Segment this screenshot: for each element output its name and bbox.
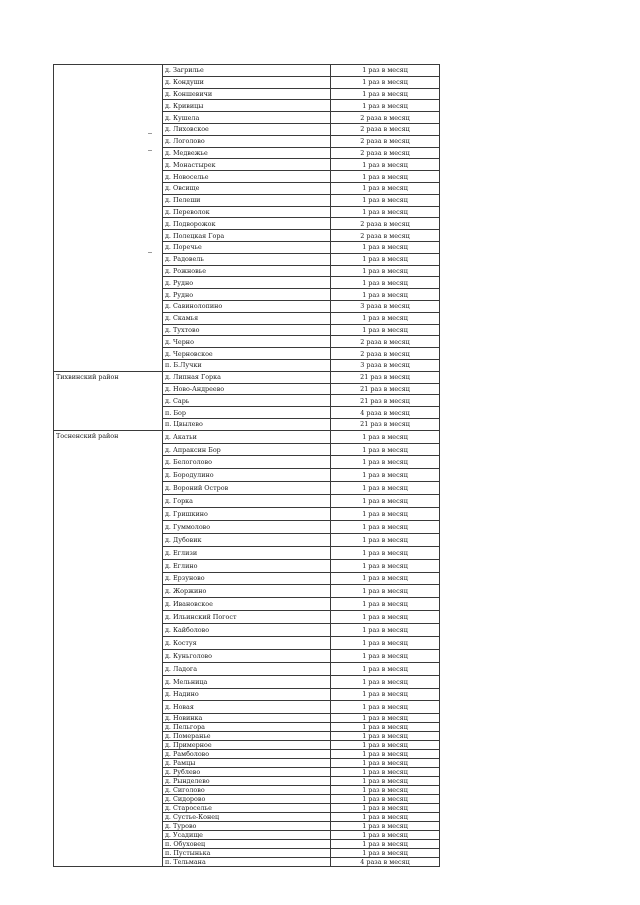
settlement-cell: д. Монастырек (163, 159, 331, 171)
settlement-cell: д. Савинолопино (163, 300, 331, 312)
frequency-cell: 4 раза в месяц (331, 858, 440, 867)
table-row (54, 371, 440, 383)
frequency-cell: 1 раз в месяц (331, 430, 440, 443)
frequency-cell: 1 раз в месяц (331, 624, 440, 637)
settlement-cell: д. Черновское (163, 348, 331, 360)
frequency-cell: 2 раза в месяц (331, 348, 440, 360)
settlement-cell: д. Примерное (163, 741, 331, 750)
frequency-cell: 1 раз в месяц (331, 241, 440, 253)
frequency-cell: 1 раз в месяц (331, 533, 440, 546)
frequency-cell: 2 раза в месяц (331, 135, 440, 147)
frequency-cell: 1 раз в месяц (331, 598, 440, 611)
settlement-cell: д. Ивановское (163, 598, 331, 611)
settlement-cell: д. Кривицы (163, 100, 331, 112)
frequency-cell: 21 раз в месяц (331, 395, 440, 407)
frequency-cell: 1 раз в месяц (331, 482, 440, 495)
frequency-cell: 1 раз в месяц (331, 456, 440, 469)
settlement-cell: п. Б.Лучки (163, 359, 331, 371)
frequency-cell: 1 раз в месяц (331, 76, 440, 88)
settlement-cell: д. Радовель (163, 253, 331, 265)
frequency-cell: 21 раз в месяц (331, 418, 440, 430)
table-row (54, 65, 440, 77)
settlement-cell: д. Черно (163, 336, 331, 348)
settlement-cell: д. Рожновье (163, 265, 331, 277)
frequency-cell: 1 раз в месяц (331, 750, 440, 759)
settlement-cell: д. Подворожок (163, 218, 331, 230)
settlement-cell: д. Сидорово (163, 795, 331, 804)
frequency-cell: 1 раз в месяц (331, 611, 440, 624)
settlement-cell: д. Бородулино (163, 469, 331, 482)
settlement-cell: д. Кушела (163, 112, 331, 124)
frequency-cell: 1 раз в месяц (331, 759, 440, 768)
settlement-cell: д. Ильинский Погост (163, 611, 331, 624)
settlement-cell: д. Кондуши (163, 76, 331, 88)
settlement-cell: д. Поречье (163, 241, 331, 253)
frequency-cell: 1 раз в месяц (331, 585, 440, 598)
frequency-cell: 1 раз в месяц (331, 159, 440, 171)
settlement-cell: д. Пелеши (163, 194, 331, 206)
frequency-cell: 1 раз в месяц (331, 795, 440, 804)
frequency-cell: 1 раз в месяц (331, 171, 440, 183)
settlement-cell: д. Новинка (163, 714, 331, 723)
frequency-cell: 2 раза в месяц (331, 112, 440, 124)
settlement-cell: д. Жоржино (163, 585, 331, 598)
frequency-cell: 1 раз в месяц (331, 701, 440, 714)
settlement-cell: д. Рынделево (163, 777, 331, 786)
schedule-table (53, 64, 440, 867)
frequency-cell: 1 раз в месяц (331, 182, 440, 194)
frequency-cell: 1 раз в месяц (331, 495, 440, 508)
frequency-cell: 1 раз в месяц (331, 277, 440, 289)
settlement-cell: д. Куньголово (163, 649, 331, 662)
settlement-cell: д. Липная Горка (163, 371, 331, 383)
frequency-cell: 1 раз в месяц (331, 65, 440, 77)
settlement-cell: д. Усадище (163, 831, 331, 840)
settlement-cell: д. Староселье (163, 804, 331, 813)
settlement-cell: д. Тухтово (163, 324, 331, 336)
frequency-cell: 1 раз в месяц (331, 88, 440, 100)
district-cell: Тихвинский район (54, 371, 163, 430)
settlement-cell: д. Турово (163, 822, 331, 831)
frequency-cell: 1 раз в месяц (331, 822, 440, 831)
frequency-cell: 1 раз в месяц (331, 786, 440, 795)
frequency-cell: 1 раз в месяц (331, 559, 440, 572)
frequency-cell: 2 раза в месяц (331, 218, 440, 230)
settlement-cell: д. Переволок (163, 206, 331, 218)
frequency-cell: 2 раза в месяц (331, 147, 440, 159)
frequency-cell: 2 раза в месяц (331, 123, 440, 135)
settlement-cell: д. Рублево (163, 768, 331, 777)
settlement-cell: д. Ерзуново (163, 572, 331, 585)
settlement-cell: д. Рамболово (163, 750, 331, 759)
frequency-cell: 1 раз в месяц (331, 100, 440, 112)
frequency-cell: 1 раз в месяц (331, 649, 440, 662)
settlement-cell: д. Гуммолово (163, 520, 331, 533)
frequency-cell: 1 раз в месяц (331, 840, 440, 849)
settlement-cell: д. Еглино (163, 559, 331, 572)
frequency-cell: 1 раз в месяц (331, 469, 440, 482)
settlement-cell: д. Сустье-Конец (163, 813, 331, 822)
settlement-cell: д. Вороний Остров (163, 482, 331, 495)
settlement-cell: д. Кайболово (163, 624, 331, 637)
frequency-cell: 1 раз в месяц (331, 768, 440, 777)
district-cell (54, 65, 163, 372)
settlement-cell: д. Новоселье (163, 171, 331, 183)
frequency-cell: 1 раз в месяц (331, 714, 440, 723)
frequency-cell: 1 раз в месяц (331, 849, 440, 858)
settlement-cell: д. Рамцы (163, 759, 331, 768)
settlement-cell: д. Померанье (163, 732, 331, 741)
settlement-cell: д. Дубовик (163, 533, 331, 546)
frequency-cell: 1 раз в месяц (331, 804, 440, 813)
settlement-cell: д. Полецкая Гора (163, 230, 331, 242)
frequency-cell: 1 раз в месяц (331, 741, 440, 750)
settlement-cell: п. Тельмана (163, 858, 331, 867)
settlement-cell: д. Скамья (163, 312, 331, 324)
frequency-cell: 1 раз в месяц (331, 636, 440, 649)
frequency-cell: 1 раз в месяц (331, 253, 440, 265)
frequency-cell: 1 раз в месяц (331, 546, 440, 559)
settlement-cell: д. Гришкино (163, 508, 331, 521)
settlement-cell: д. Костуя (163, 636, 331, 649)
settlement-cell: д. Рудно (163, 277, 331, 289)
frequency-cell: 2 раза в месяц (331, 336, 440, 348)
settlement-cell: п. Обуховец (163, 840, 331, 849)
settlement-cell: п. Цвылево (163, 418, 331, 430)
frequency-cell: 1 раз в месяц (331, 675, 440, 688)
settlement-cell: д. Акатьи (163, 430, 331, 443)
settlement-cell: д. Рудно (163, 289, 331, 301)
frequency-cell: 21 раз в месяц (331, 371, 440, 383)
frequency-cell: 1 раз в месяц (331, 443, 440, 456)
frequency-cell: 1 раз в месяц (331, 265, 440, 277)
frequency-cell: 1 раз в месяц (331, 520, 440, 533)
settlement-cell: д. Еглизи (163, 546, 331, 559)
settlement-cell: д. Надино (163, 688, 331, 701)
settlement-cell: д. Апраксин Бор (163, 443, 331, 456)
settlement-cell: д. Мельница (163, 675, 331, 688)
settlement-cell: п. Бор (163, 407, 331, 419)
frequency-cell: 1 раз в месяц (331, 777, 440, 786)
frequency-cell: 2 раза в месяц (331, 230, 440, 242)
district-cell: Тосненский район (54, 430, 163, 867)
settlement-cell: д. Овсище (163, 182, 331, 194)
frequency-cell: 1 раз в месяц (331, 688, 440, 701)
frequency-cell: 21 раз в месяц (331, 383, 440, 395)
settlement-cell: п. Пустынька (163, 849, 331, 858)
frequency-cell: 1 раз в месяц (331, 312, 440, 324)
settlement-cell: д. Горка (163, 495, 331, 508)
settlement-cell: д. Лиховское (163, 123, 331, 135)
frequency-cell: 1 раз в месяц (331, 572, 440, 585)
settlement-cell: д. Ладога (163, 662, 331, 675)
settlement-cell: д. Ново-Андреево (163, 383, 331, 395)
settlement-cell: д. Пельгора (163, 723, 331, 732)
settlement-cell: д. Сарь (163, 395, 331, 407)
frequency-cell: 1 раз в месяц (331, 662, 440, 675)
frequency-cell: 1 раз в месяц (331, 194, 440, 206)
frequency-cell: 1 раз в месяц (331, 206, 440, 218)
settlement-cell: д. Новая (163, 701, 331, 714)
frequency-cell: 4 раза в месяц (331, 407, 440, 419)
frequency-cell: 1 раз в месяц (331, 508, 440, 521)
settlement-cell: д. Сиголово (163, 786, 331, 795)
frequency-cell: 1 раз в месяц (331, 324, 440, 336)
frequency-cell: 1 раз в месяц (331, 732, 440, 741)
table-row (54, 430, 440, 443)
frequency-cell: 3 раза в месяц (331, 359, 440, 371)
settlement-cell: д. Загрилье (163, 65, 331, 77)
frequency-cell: 3 раза в месяц (331, 300, 440, 312)
frequency-cell: 1 раз в месяц (331, 813, 440, 822)
frequency-cell: 1 раз в месяц (331, 723, 440, 732)
settlement-cell: д. Коншевичи (163, 88, 331, 100)
settlement-cell: д. Логолово (163, 135, 331, 147)
frequency-cell: 1 раз в месяц (331, 289, 440, 301)
settlement-cell: д. Белоголово (163, 456, 331, 469)
frequency-cell: 1 раз в месяц (331, 831, 440, 840)
settlement-cell: д. Медвежье (163, 147, 331, 159)
schedule-table-body (54, 65, 440, 867)
